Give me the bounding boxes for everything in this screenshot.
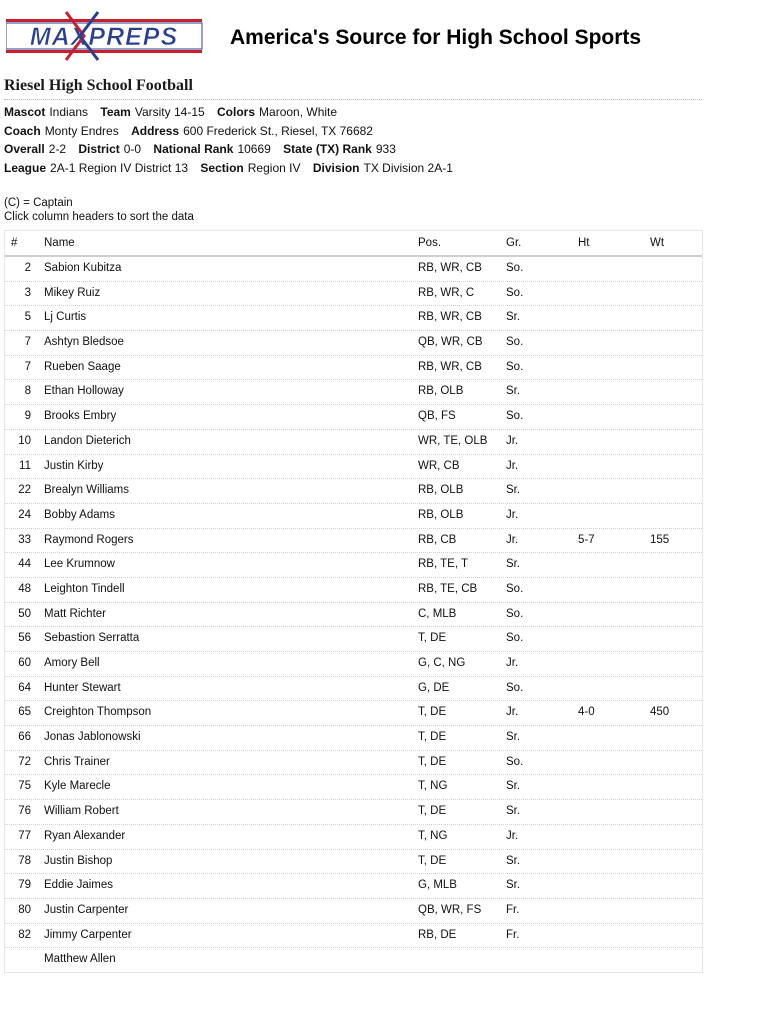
player-name: Justin Carpenter (44, 903, 129, 916)
player-number: 56 (18, 632, 31, 645)
player-position: QB, WR, FS (418, 903, 482, 916)
national-rank-value: 10669 (237, 142, 271, 156)
player-number: 50 (18, 607, 31, 620)
player-name: Eddie Jaimes (44, 879, 114, 892)
player-name: Ethan Holloway (44, 385, 124, 398)
player-name: Hunter Stewart (44, 681, 121, 694)
table-row (5, 603, 702, 628)
player-grade: So. (506, 410, 524, 423)
player-number: 66 (18, 731, 31, 744)
table-row (5, 331, 702, 356)
state-rank-value: 933 (375, 142, 396, 156)
section-label: Section (200, 160, 244, 175)
table-row (5, 504, 702, 529)
player-grade: Jr. (506, 434, 519, 447)
table-row (5, 825, 702, 850)
player-number: 22 (18, 484, 31, 497)
player-name: Amory Bell (44, 657, 100, 669)
roster-table (4, 230, 703, 973)
player-position: RB, OLB (418, 508, 464, 521)
table-row (5, 924, 702, 949)
player-number: 65 (18, 706, 31, 719)
player-name: Lee Krumnow (44, 558, 115, 571)
player-height: 4-0 (578, 706, 595, 719)
table-row (5, 652, 702, 677)
player-position: RB, CB (418, 533, 457, 546)
league-label: League (4, 160, 47, 175)
player-number: 75 (18, 780, 31, 793)
table-row (5, 479, 702, 504)
page-header (4, 6, 754, 66)
player-grade: So. (506, 607, 524, 620)
column-header-position[interactable]: Pos. (418, 237, 442, 249)
maxpreps-logo[interactable] (6, 10, 206, 62)
player-grade: So. (506, 755, 524, 768)
player-position: T, NG (418, 780, 448, 793)
player-name: Ryan Alexander (44, 829, 126, 842)
player-name: Creighton Thompson (44, 706, 152, 719)
player-number: 77 (18, 829, 31, 842)
address-value: 600 Frederick St., Riesel, TX 76682 (183, 123, 373, 138)
player-grade: Sr. (506, 854, 521, 867)
table-row (5, 751, 702, 776)
column-header-height[interactable]: Ht (578, 237, 590, 249)
national-rank-label: National Rank (153, 142, 234, 156)
team-value: Varsity 14-15 (134, 105, 205, 119)
player-name: Leighton Tindell (44, 582, 125, 595)
player-position: RB, WR, CB (418, 360, 482, 373)
team-label: Team (100, 105, 131, 119)
table-row (5, 257, 702, 282)
player-number: 76 (18, 805, 31, 818)
table-row (5, 430, 702, 455)
player-number: 79 (18, 879, 31, 892)
player-number: 7 (24, 336, 31, 349)
player-position: T, DE (418, 632, 447, 645)
player-position: G, DE (418, 681, 450, 694)
player-position: RB, TE, CB (418, 582, 478, 595)
player-number: 33 (18, 533, 31, 546)
info-line-2 (4, 122, 704, 141)
table-row (5, 356, 702, 381)
site-tagline: America's Source for High School Sports (230, 26, 642, 49)
player-name: Kyle Marecle (44, 780, 111, 793)
table-row (5, 306, 702, 331)
title-divider (4, 99, 702, 100)
section-value: Region IV (247, 160, 301, 175)
player-number: 82 (18, 928, 31, 941)
info-line-4 (4, 159, 704, 178)
overall-label: Overall (4, 142, 45, 156)
player-name: Brooks Embry (44, 410, 117, 423)
league-value: 2A-1 Region IV District 13 (50, 160, 189, 175)
player-name: Sebastion Serratta (44, 632, 140, 645)
player-position: G, C, NG (418, 657, 466, 669)
table-row (5, 899, 702, 924)
table-row (5, 405, 702, 430)
player-number: 7 (24, 360, 31, 373)
player-number: 3 (24, 286, 31, 299)
column-header-name[interactable]: Name (44, 237, 75, 249)
captain-legend: (C) = Captain (4, 197, 73, 209)
player-position: RB, OLB (418, 385, 464, 398)
player-grade: So. (506, 681, 524, 694)
player-name: Brealyn Williams (44, 484, 129, 497)
player-grade: Jr. (506, 706, 519, 719)
player-position: RB, WR, CB (418, 262, 482, 274)
player-position: QB, FS (418, 410, 456, 423)
table-header (5, 231, 702, 257)
player-number: 44 (18, 558, 31, 571)
player-number: 2 (24, 262, 31, 274)
overall-value: 2-2 (48, 142, 67, 156)
player-name: Jonas Jablonowski (44, 731, 141, 744)
player-grade: Sr. (506, 879, 521, 892)
player-name: Ashtyn Bledsoe (44, 336, 124, 349)
player-grade: So. (506, 286, 524, 299)
table-row (5, 282, 702, 307)
mascot-label: Mascot (4, 105, 46, 119)
player-position: RB, WR, C (418, 286, 475, 299)
table-row (5, 455, 702, 480)
player-grade: Sr. (506, 385, 521, 398)
info-line-1 (4, 103, 704, 122)
table-row (5, 726, 702, 751)
player-grade: Sr. (506, 558, 521, 571)
column-header-grade[interactable]: Gr. (506, 237, 522, 249)
player-weight: 155 (650, 533, 670, 546)
player-grade: So. (506, 632, 524, 645)
mascot-value: Indians (49, 105, 89, 119)
player-number: 24 (18, 508, 31, 521)
player-name: Rueben Saage (44, 360, 121, 373)
table-row (5, 380, 702, 405)
column-header-weight[interactable]: Wt (650, 237, 665, 249)
player-position: G, MLB (418, 879, 457, 892)
team-info (4, 103, 704, 177)
division-value: TX Division 2A-1 (363, 160, 453, 175)
player-number: 8 (24, 385, 31, 398)
player-grade: Sr. (506, 731, 521, 744)
player-grade: Sr. (506, 311, 521, 324)
player-grade: Jr. (506, 657, 519, 669)
player-number: 78 (18, 854, 31, 867)
page-title: Riesel High School Football (4, 77, 193, 94)
table-body (5, 257, 702, 972)
player-name: William Robert (44, 805, 119, 818)
svg-text:MAXPREPS: MAXPREPS (29, 23, 179, 51)
player-position: C, MLB (418, 607, 457, 620)
division-label: Division (312, 160, 360, 175)
table-row (5, 850, 702, 875)
table-row (5, 553, 702, 578)
player-name: Justin Bishop (44, 854, 113, 867)
colors-label: Colors (217, 105, 256, 119)
table-row (5, 627, 702, 652)
player-height: 5-7 (578, 533, 595, 546)
player-number: 10 (18, 434, 31, 447)
table-row (5, 529, 702, 554)
player-grade: Jr. (506, 508, 519, 521)
player-name: Bobby Adams (44, 508, 115, 521)
player-grade: Sr. (506, 484, 521, 497)
player-number: 72 (18, 755, 31, 768)
player-position: T, DE (418, 731, 447, 744)
player-grade: So. (506, 336, 524, 349)
player-position: T, DE (418, 706, 447, 719)
table-row (5, 874, 702, 899)
player-number: 9 (24, 410, 31, 423)
player-position: WR, TE, OLB (418, 434, 488, 447)
player-number: 60 (18, 657, 31, 669)
column-header-number[interactable]: # (11, 237, 18, 249)
player-number: 5 (24, 311, 31, 324)
player-number: 64 (18, 681, 31, 694)
address-label: Address (131, 123, 180, 138)
player-name: Lj Curtis (44, 311, 87, 324)
player-grade: Fr. (506, 903, 520, 916)
player-position: QB, WR, CB (418, 336, 483, 349)
info-line-3 (4, 140, 704, 159)
player-name: Jimmy Carpenter (44, 928, 132, 941)
player-name: Mikey Ruiz (44, 286, 101, 299)
sort-hint: Click column headers to sort the data (4, 211, 194, 223)
player-position: T, NG (418, 829, 448, 842)
player-position: RB, OLB (418, 484, 464, 497)
player-position: RB, DE (418, 928, 457, 941)
district-value: 0-0 (123, 142, 142, 156)
player-grade: So. (506, 582, 524, 595)
player-name: Raymond Rogers (44, 533, 134, 546)
player-weight: 450 (650, 706, 670, 719)
player-grade: Jr. (506, 459, 519, 472)
player-name: Justin Kirby (44, 459, 104, 472)
table-row (5, 701, 702, 726)
player-position: RB, WR, CB (418, 311, 482, 324)
player-grade: Sr. (506, 780, 521, 793)
player-name: Matt Richter (44, 607, 106, 620)
player-grade: Fr. (506, 928, 520, 941)
player-grade: Jr. (506, 829, 519, 842)
player-grade: Sr. (506, 805, 521, 818)
player-number: 80 (18, 903, 31, 916)
player-name: Matthew Allen (44, 953, 116, 966)
colors-value: Maroon, White (259, 105, 338, 119)
district-label: District (78, 142, 120, 156)
player-name: Chris Trainer (44, 755, 110, 768)
table-row (5, 578, 702, 603)
player-position: T, DE (418, 755, 447, 768)
player-number: 11 (19, 459, 31, 472)
coach-value: Monty Endres (44, 123, 119, 138)
table-row (5, 775, 702, 800)
player-position: RB, TE, T (418, 558, 469, 571)
player-position: WR, CB (418, 459, 460, 472)
state-rank-label: State (TX) Rank (283, 142, 372, 156)
player-position: T, DE (418, 854, 447, 867)
player-grade: So. (506, 360, 524, 373)
player-name: Sabion Kubitza (44, 262, 122, 274)
roster-notes (4, 196, 194, 224)
table-row (5, 948, 702, 972)
player-grade: So. (506, 262, 524, 274)
player-number: 48 (18, 582, 31, 595)
player-grade: Jr. (506, 533, 519, 546)
table-row (5, 800, 702, 825)
table-row (5, 677, 702, 702)
player-position: T, DE (418, 805, 447, 818)
player-name: Landon Dieterich (44, 434, 131, 447)
coach-label: Coach (4, 123, 41, 138)
